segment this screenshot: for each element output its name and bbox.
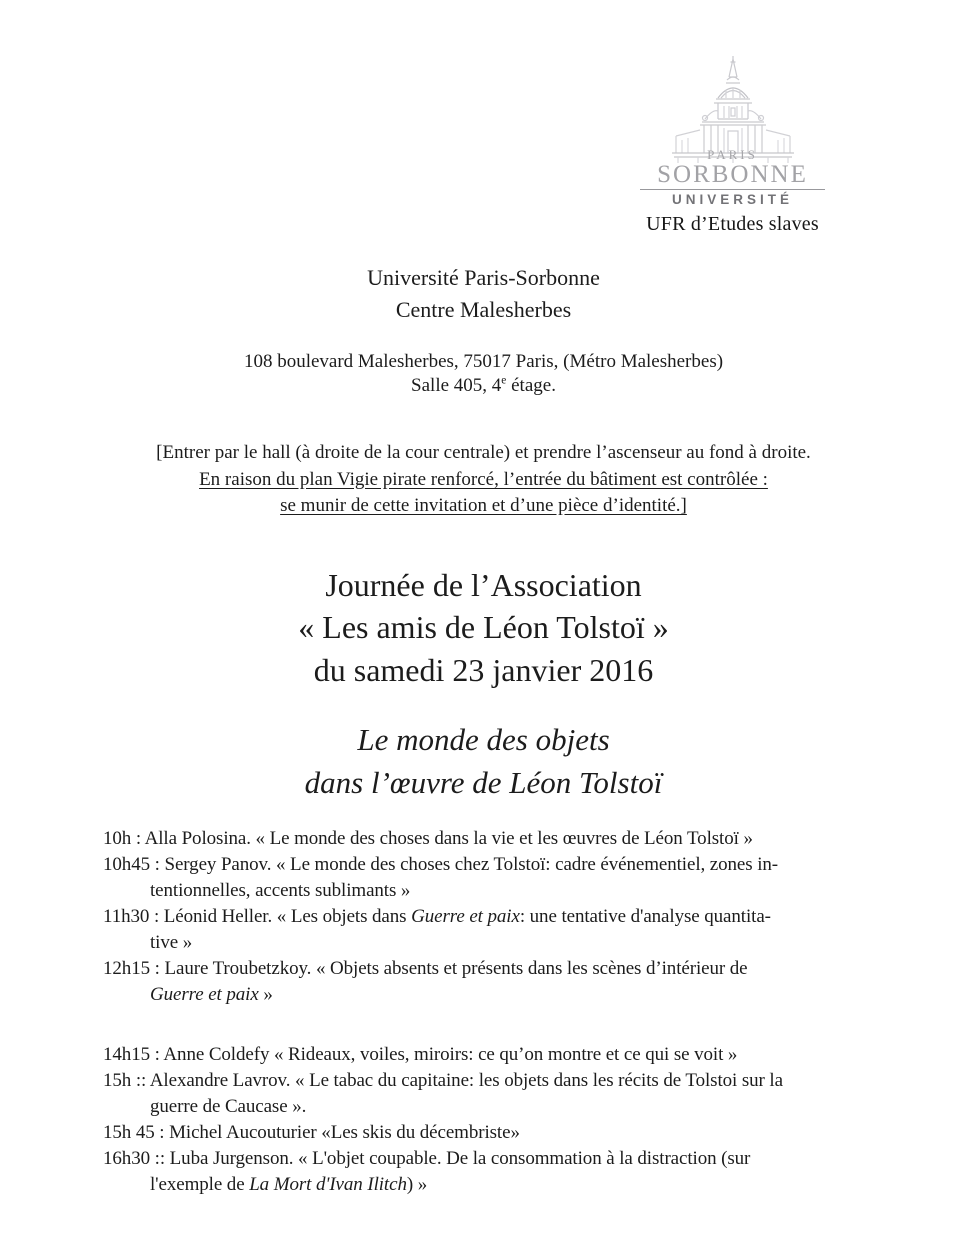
event-title — [0, 564, 967, 692]
program-entry: 15h 45 : Michel Aucouturier «Les skis du décembriste» — [103, 1122, 520, 1143]
event-subtitle-line-2: dans l’œuvre de Léon Tolstoï — [304, 765, 663, 800]
program-entry: 16h30 :: Luba Jurgenson. « L'objet coupable. De la consommation à la distraction (sur l'exemple de La Mort d'Ivan Ilitch) » — [103, 1148, 751, 1195]
event-title-line-3: du samedi 23 janvier 2016 — [313, 651, 654, 688]
venue-room-line: Salle 405, 4e étage. — [411, 374, 556, 396]
notice-line-3: se munir de cette invitation et d’une pièce d’identité.] — [280, 495, 687, 516]
notice-line-2: En raison du plan Vigie pirate renforcé, l’entrée du bâtiment est contrôlée : — [199, 468, 768, 490]
program-entry: 11h30 : Léonid Heller. « Les objets dans Guerre et paix: une tentative d'analyse quantita- tive » — [103, 906, 771, 953]
program-entry: 10h : Alla Polosina. « Le monde des choses dans la vie et les œuvres de Léon Tolstoï » — [103, 828, 753, 849]
notice-line-1: [Entrer par le hall (à droite de la cour centrale) et prendre l’ascenseur au fond à droite. — [156, 442, 811, 463]
program-afternoon — [103, 1042, 967, 1198]
event-subtitle — [0, 718, 967, 804]
program-morning — [103, 826, 967, 1008]
event-subtitle-line-1: Le monde des objets — [357, 722, 610, 757]
event-title-line-2: « Les amis de Léon Tolstoï » — [298, 609, 669, 645]
logo-divider — [640, 189, 825, 190]
venue-address-line: 108 boulevard Malesherbes, 75017 Paris, (Métro Malesherbes) — [243, 351, 724, 372]
venue-address — [0, 350, 967, 398]
logo-universite-label: UNIVERSITÉ — [671, 192, 793, 207]
logo-sorbonne-label: SORBONNE — [657, 161, 808, 188]
program — [0, 826, 967, 1198]
ufr-label: UFR d’Etudes slaves — [646, 213, 819, 235]
paris-sorbonne-logo — [640, 56, 825, 236]
venue-center: Centre Malesherbes — [395, 297, 572, 322]
program-entry: 10h45 : Sergey Panov. « Le monde des choses chez Tolstoï: cadre événementiel, zones in- tentionnelles, accents sublimants » — [103, 854, 779, 901]
program-entry: 12h15 : Laure Troubetzkoy. « Objets absents et présents dans les scènes d’intérieur de Guerre et paix » — [103, 958, 748, 1005]
ordinal-sup: e — [501, 374, 507, 387]
event-title-line-1: Journée de l’Association — [325, 566, 642, 603]
access-notice — [0, 440, 967, 520]
logo-paris-label: PARIS — [707, 147, 758, 162]
venue-university: Université Paris-Sorbonne — [367, 265, 600, 290]
program-entry: 14h15 : Anne Coldefy « Rideaux, voiles, miroirs: ce qu’on montre et ce qui se voit » — [103, 1044, 738, 1065]
program-entry: 15h :: Alexandre Lavrov. « Le tabac du capitaine: les objets dans les récits de Tolstoi sur la guerre de Caucase ». — [103, 1070, 783, 1117]
